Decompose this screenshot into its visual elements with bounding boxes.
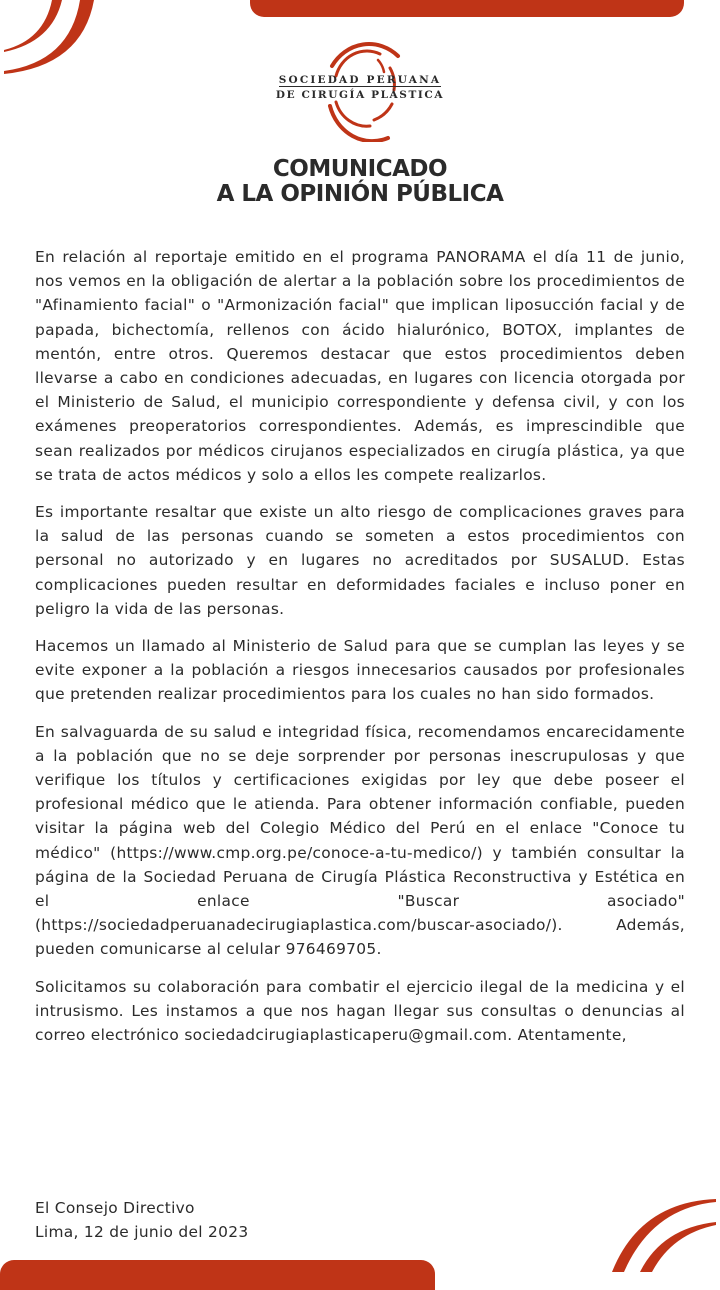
signature-block xyxy=(35,1196,248,1244)
paragraph-2: Es importante resaltar que existe un alto riesgo de complicaciones graves para la salud de las personas cuando se someten a estos procedimientos con personal no autorizado y en lugares no acreditados por SUSALUD. Estas complicaciones pueden resultar en deformidades faciales e incluso poner en peligro la vida de las personas. xyxy=(35,503,685,618)
title-line-2: A LA OPINIÓN PÚBLICA xyxy=(216,181,504,207)
title-line-1: COMUNICADO xyxy=(272,156,448,182)
paragraph-1: En relación al reportaje emitido en el programa PANORAMA el día 11 de junio, nos vemos en la obligación de alertar a la población sobre los procedimientos de "Afinamiento facial" o "Armonización facial" que implican liposucción facial y de papada, bichectomía, rellenos con ácido hialurónico, BOTOX, implantes de mentón, entre otros. Queremos destacar que estos procedimientos deben llevarse a cabo en condiciones adecuadas, en lugares con licencia otorgada por el Ministerio de Salud, el municipio correspondiente y defensa civil, y con los exámenes preoperatorios correspondientes. Además, es imprescindible que sean realizados por médicos cirujanos especializados en cirugía plástica, ya que se trata de actos médicos y solo a ellos les compete realizarlos. xyxy=(35,248,685,484)
paragraph-3: Hacemos un llamado al Ministerio de Salud para que se cumplan las leyes y se evite exponer a la población a riesgos innecesarios causados por profesionales que pretenden realizar procedimientos para los cuales no han sido formados. xyxy=(35,637,685,704)
statement-body xyxy=(35,245,685,1060)
bottom-right-arcs-decoration xyxy=(600,1190,720,1280)
paragraph-4: En salvaguarda de su salud e integridad física, recomendamos encarecidamente a la población que no se deje sorprender por personas inescrupulosas y que verifique los títulos y certificaciones exigidas por ley que debe poseer el profesional médico que le atienda. Para obtener información confiable, pueden visitar la página web del Colegio Médico del Perú en el enlace "Conoce tu médico" (https://www.cmp.org.pe/conoce-a-tu-medico/) y también consultar la página de la Sociedad Peruana de Cirugía Plástica Reconstructiva y Estética en el enlace "Buscar asociado" (https://sociedadperuanadecirugiaplastica.com/buscar-asociado/). Además, pueden comunicarse al celular 976469705. xyxy=(35,722,685,959)
signature-author: El Consejo Directivo xyxy=(35,1199,195,1217)
paragraph-5: Solicitamos su colaboración para combatir el ejercicio ilegal de la medicina y el intrusismo. Les instamos a que nos hagan llegar sus consultas o denuncias al correo electrónico sociedadcirugiaplasticaperu@gmail.com. Atentamente, xyxy=(35,977,685,1045)
top-decorative-bar xyxy=(250,0,684,17)
top-left-arcs-decoration xyxy=(0,0,140,90)
page-title xyxy=(0,157,720,207)
signature-date: Lima, 12 de junio del 2023 xyxy=(35,1223,249,1241)
society-logo xyxy=(270,38,450,142)
bottom-decorative-bar xyxy=(0,1260,435,1290)
logo-line-2: DE CIRUGÍA PLÁSTICA xyxy=(275,89,445,101)
logo-line-1: SOCIEDAD PERUANA xyxy=(278,74,442,86)
